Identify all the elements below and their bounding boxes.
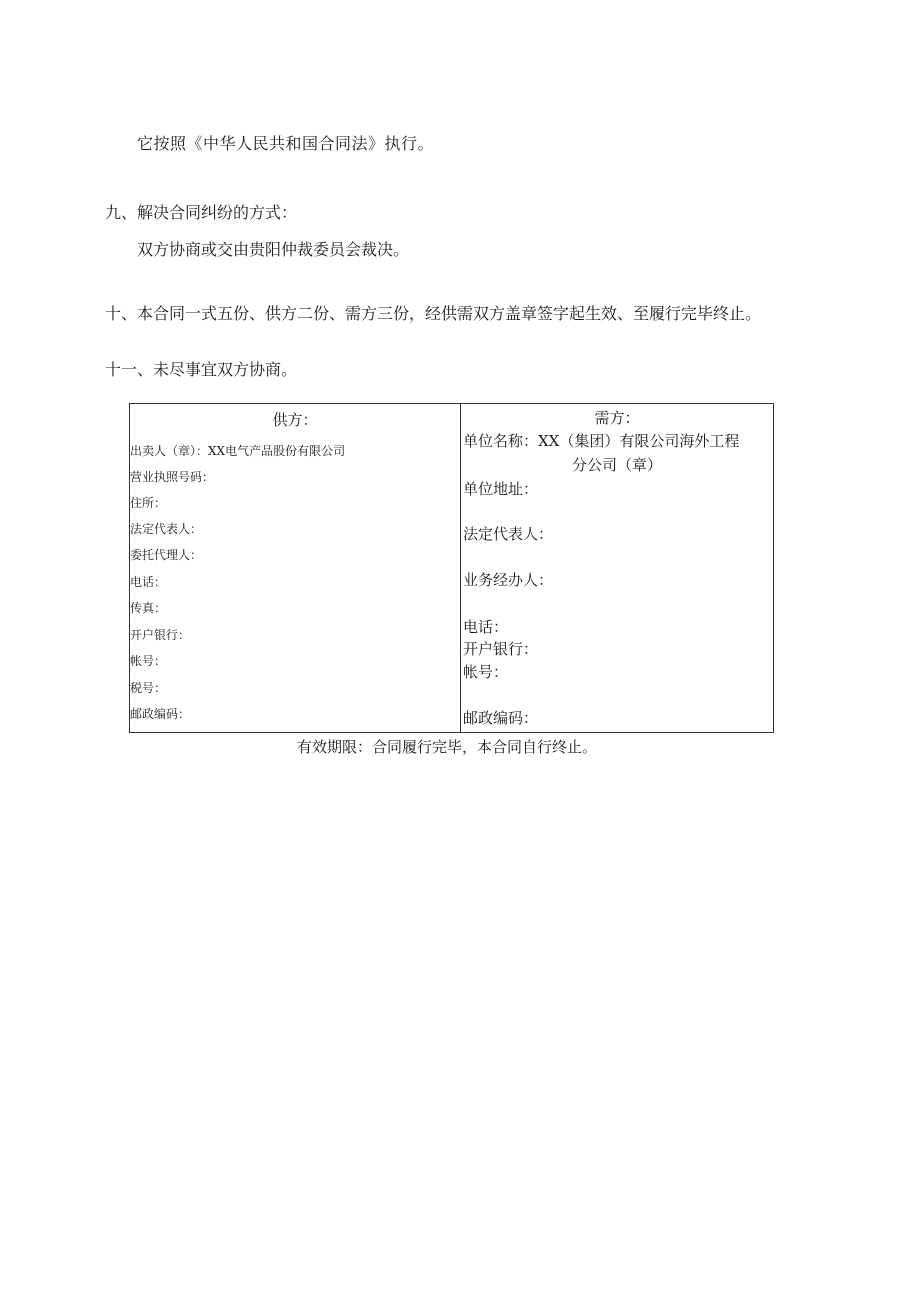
buyer-address: 单位地址： (463, 480, 539, 498)
buyer-bank: 开户银行： (463, 640, 539, 658)
supplier-legal-rep: 法定代表人： (130, 522, 203, 536)
buyer-phone: 电话： (463, 618, 509, 636)
buyer-legal-rep: 法定代表人： (463, 525, 554, 543)
buyer-title: 需方： (594, 409, 640, 427)
supplier-title: 供方： (272, 411, 318, 429)
section-11-heading: 十一、未尽事宜双方协商。 (105, 360, 298, 379)
buyer-unit-name: 单位名称：XX（集团）有限公司海外工程 (463, 432, 740, 450)
validity-text: 有效期限：合同履行完毕，本合同自行终止。 (297, 738, 598, 756)
supplier-license: 营业执照号码： (130, 470, 215, 484)
section-9-heading: 九、解决合同纠纷的方式： (105, 203, 298, 222)
supplier-address: 住所： (130, 496, 167, 510)
supplier-fax: 传真： (130, 601, 167, 615)
supplier-postcode: 邮政编码： (130, 707, 191, 721)
buyer-postcode: 邮政编码： (463, 709, 539, 727)
supplier-agent: 委托代理人： (130, 548, 203, 562)
supplier-seller: 出卖人（章）：XX电气产品股份有限公司 (130, 444, 346, 458)
supplier-phone: 电话： (130, 575, 167, 589)
buyer-unit-name-cont: 分公司（章） (571, 456, 662, 474)
buyer-account: 帐号： (463, 663, 509, 681)
clause-law-text: 它按照《中华人民共和国合同法》执行。 (137, 134, 435, 153)
section-10-heading: 十、本合同一式五份、供方二份、需方三份，经供需双方盖章签字起生效、至履行完毕终止。 (105, 304, 762, 323)
buyer-agent: 业务经办人： (463, 571, 554, 589)
supplier-bank: 开户银行： (130, 628, 191, 642)
section-9-text: 双方协商或交由贵阳仲裁委员会裁决。 (137, 240, 410, 259)
supplier-tax-id: 税号： (130, 681, 167, 695)
signature-table (129, 403, 774, 733)
supplier-account: 帐号： (130, 654, 167, 668)
